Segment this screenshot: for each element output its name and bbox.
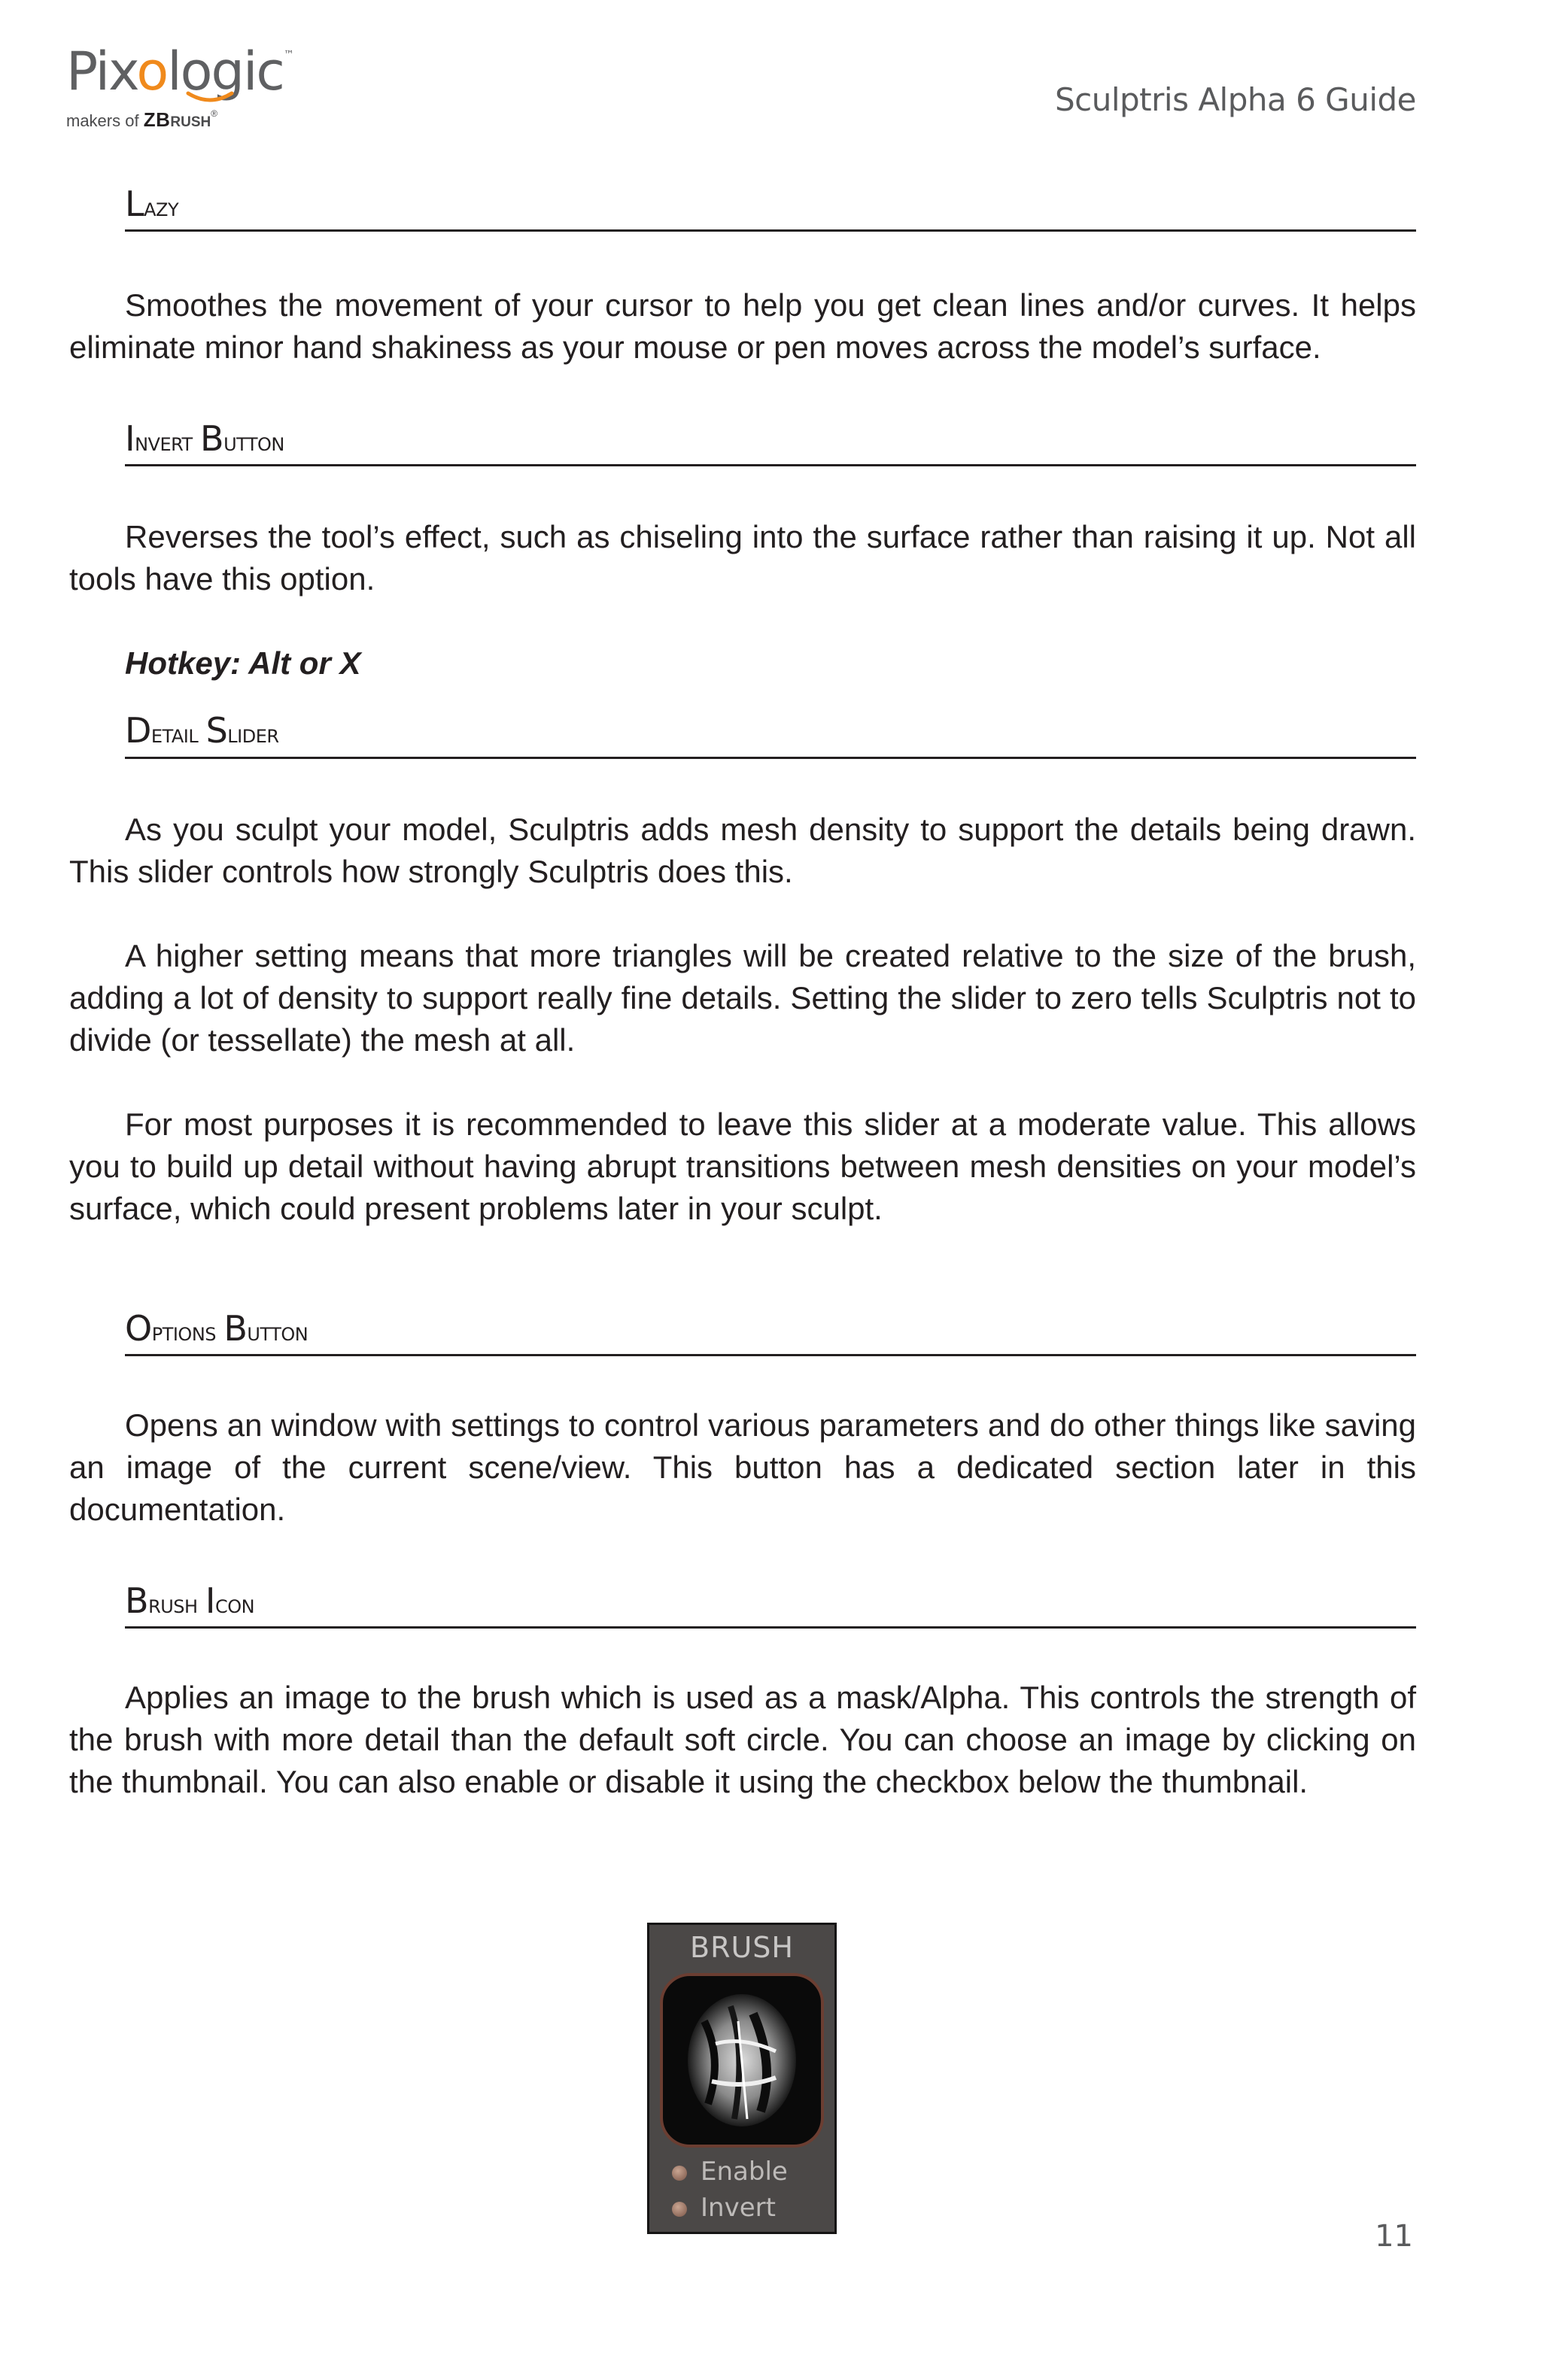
paragraph-detail-2: A higher setting means that more triangles will be created relative to the size of the brush, adding a lot of density to support really fine details. Setting the slider to zero tells Sculptris not to divide (or tessellate) the mesh at all. [69, 937, 1416, 1058]
heading-initial: B [200, 418, 224, 460]
brush-alpha-icon [663, 1976, 821, 2145]
enable-radio-icon[interactable] [672, 2166, 687, 2181]
section-heading-options-button [125, 1308, 1416, 1356]
tagline-trademark: ® [211, 108, 218, 119]
heading-rest: rush [148, 1589, 198, 1620]
paragraph-invert: Reverses the tool’s effect, such as chiseling into the surface rather than raising it up. Not all tools have this option. [69, 519, 1416, 597]
heading-rest: utton [247, 1316, 309, 1347]
invert-label: Invert [701, 2193, 776, 2223]
heading-initial: B [223, 1307, 248, 1349]
hotkey-note: Hotkey: Alt or X [125, 645, 361, 682]
heading-initial: I [205, 1580, 215, 1621]
brush-panel-title: BRUSH [690, 1931, 794, 1964]
page-header [0, 0, 1541, 173]
heading-initial: B [125, 1580, 149, 1621]
heading-rest: ptions [151, 1316, 217, 1347]
heading-initial: D [125, 710, 151, 751]
heading-rest: azy [144, 193, 179, 223]
logo-word-part2: logic [167, 41, 284, 102]
paragraph-detail-1: As you sculpt your model, Sculptris adds mesh density to support the details being drawn. This slider controls how strongly Sculptris does this. [69, 811, 1416, 889]
logo-smile-icon [185, 90, 235, 105]
heading-initial: I [125, 418, 135, 460]
tagline-prefix: makers of [66, 111, 144, 130]
page-number: 11 [1375, 2219, 1413, 2254]
brush-invert-option[interactable] [672, 2193, 822, 2223]
heading-initial: S [205, 710, 228, 751]
logo-word-o: o [136, 41, 168, 102]
paragraph-detail-3: For most purposes it is recommended to leave this slider at a moderate value. This allows you to build up detail without having abrupt transitions between mesh densities on your model’s surface, which could present problems later in your sculpt. [69, 1106, 1416, 1226]
tagline-brand-z: ZB [143, 108, 171, 131]
section-heading-invert-button [125, 418, 1416, 466]
page-content [69, 173, 1416, 1803]
logo-wordmark [66, 41, 293, 102]
heading-rest: etail [150, 719, 199, 750]
heading-rest: utton [223, 427, 284, 458]
invert-radio-icon[interactable] [672, 2202, 687, 2217]
paragraph-brush: Applies an image to the brush which is used as a mask/Alpha. This controls the strength of the brush with more detail than the default soft circle. You can choose an image by clicking on the thumbnail. You can also enable or disable it using the checkbox below the thumbnail. [69, 1679, 1416, 1799]
logo-trademark: ™ [283, 49, 293, 61]
paragraph-lazy: Smoothes the movement of your cursor to help you get clean lines and/or curves. It helps eliminate minor hand shakiness as your mouse or pen moves across the model’s surface. [69, 287, 1416, 366]
enable-label: Enable [701, 2157, 788, 2187]
heading-rest: lider [227, 719, 279, 750]
pixologic-logo [66, 41, 293, 132]
heading-rest: nvert [135, 427, 193, 458]
heading-initial: L [125, 184, 144, 224]
brush-panel-image [647, 1923, 837, 2234]
heading-initial: O [125, 1307, 152, 1349]
paragraph-options: Opens an window with settings to control various parameters and do other things like saving an image of the current scene/view. This button has a dedicated section later in this documentation. [69, 1407, 1416, 1527]
heading-rest: con [214, 1589, 255, 1620]
brush-alpha-thumbnail[interactable] [660, 1973, 824, 2148]
logo-tagline [66, 108, 277, 132]
logo-word-part1: Pix [66, 41, 137, 102]
guide-title: Sculptris Alpha 6 Guide [1054, 81, 1416, 118]
brush-enable-option[interactable] [672, 2157, 822, 2187]
section-heading-detail-slider [125, 710, 1416, 758]
tagline-brand-rest: RUSH [170, 114, 211, 130]
section-heading-lazy [125, 184, 1416, 232]
section-heading-brush-icon [125, 1580, 1416, 1629]
